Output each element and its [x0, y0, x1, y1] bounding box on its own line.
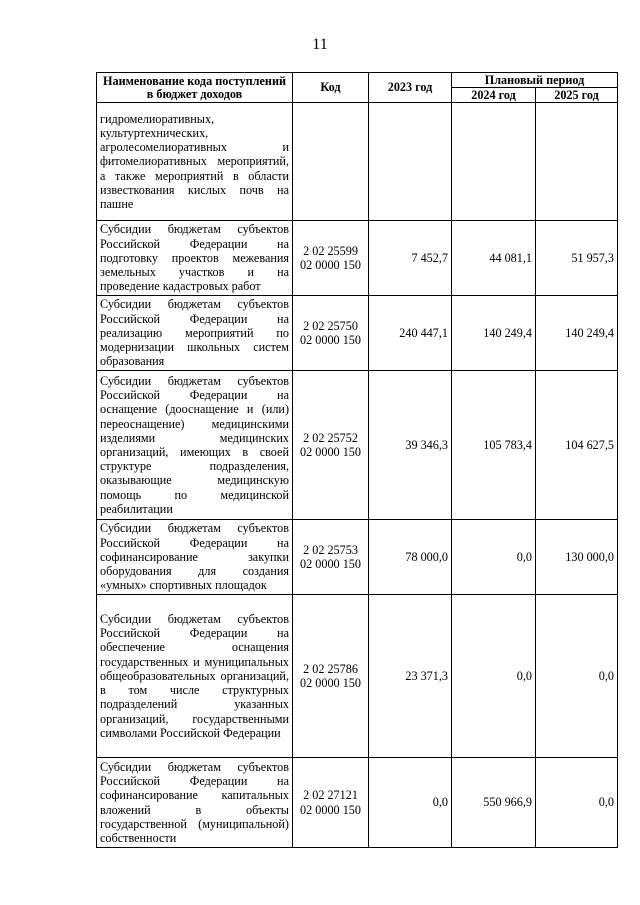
row-name: Субсидии бюджетам субъектов Российской Федерации на реализацию мероприятий по модернизации школьных систем образования [97, 296, 293, 371]
row-code: 2 02 27121 02 0000 150 [293, 758, 369, 848]
row-name: Субсидии бюджетам субъектов Российской Федерации на подготовку проектов межевания земельных участков и на проведение кадастровых работ [97, 221, 293, 296]
row-value-2024: 44 081,1 [452, 221, 536, 296]
row-name: Субсидии бюджетам субъектов Российской Федерации на софинансирование капитальных вложений в объекты государственной (муниципальной) собственности [97, 758, 293, 848]
row-code: 2 02 25753 02 0000 150 [293, 520, 369, 595]
row-code: 2 02 25752 02 0000 150 [293, 371, 369, 520]
row-value-2025: 130 000,0 [536, 520, 618, 595]
row-code [293, 103, 369, 221]
row-name: Субсидии бюджетам субъектов Российской Федерации на софинансирование закупки оборудования для создания «умных» спортивных площадок [97, 520, 293, 595]
row-value-2025: 140 249,4 [536, 296, 618, 371]
row-value-2024: 0,0 [452, 520, 536, 595]
header-year-2023: 2023 год [369, 73, 452, 103]
row-name: гидромелиоративных, культуртехнических, агролесомелиоративных и фитомелиоративных мероприятий, а также мероприятий в области известкования кислых почв на пашне [97, 103, 293, 221]
table-row [97, 758, 618, 848]
row-value-2024: 0,0 [452, 595, 536, 758]
table-row [97, 520, 618, 595]
row-value-2023: 0,0 [369, 758, 452, 848]
row-value-2025: 104 627,5 [536, 371, 618, 520]
header-planned-period: Плановый период [452, 73, 618, 88]
header-year-2024: 2024 год [452, 88, 536, 103]
page-number: 11 [312, 36, 328, 53]
table-row [97, 595, 618, 758]
table-row [97, 371, 618, 520]
table-row [97, 221, 618, 296]
row-value-2023: 7 452,7 [369, 221, 452, 296]
row-value-2023 [369, 103, 452, 221]
table-row [97, 296, 618, 371]
row-value-2025: 0,0 [536, 758, 618, 848]
header-name: Наименование кода поступлений в бюджет доходов [97, 73, 293, 103]
row-value-2024: 105 783,4 [452, 371, 536, 520]
row-value-2024: 140 249,4 [452, 296, 536, 371]
header-year-2025: 2025 год [536, 88, 618, 103]
row-value-2024: 550 966,9 [452, 758, 536, 848]
row-value-2023: 240 447,1 [369, 296, 452, 371]
row-value-2024 [452, 103, 536, 221]
row-value-2025: 51 957,3 [536, 221, 618, 296]
header-code: Код [293, 73, 369, 103]
row-code: 2 02 25599 02 0000 150 [293, 221, 369, 296]
row-name: Субсидии бюджетам субъектов Российской Федерации на оснащение (дооснащение и (или) переоснащение) медицинскими изделиями медицинских организаций, имеющих в своей структуре подразделения, оказывающие медицинскую помощь по медицинской реабилитации [97, 371, 293, 520]
row-code: 2 02 25786 02 0000 150 [293, 595, 369, 758]
row-value-2025: 0,0 [536, 595, 618, 758]
revenue-table [96, 72, 618, 848]
row-name: Субсидии бюджетам субъектов Российской Федерации на обеспечение оснащения государственных и муниципальных общеобразовательных организаций, в том числе структурных подразделений указанных организаций, государственными символами Российской Федерации [97, 595, 293, 758]
row-value-2025 [536, 103, 618, 221]
row-value-2023: 23 371,3 [369, 595, 452, 758]
table-row [97, 103, 618, 221]
row-code: 2 02 25750 02 0000 150 [293, 296, 369, 371]
row-value-2023: 78 000,0 [369, 520, 452, 595]
row-value-2023: 39 346,3 [369, 371, 452, 520]
